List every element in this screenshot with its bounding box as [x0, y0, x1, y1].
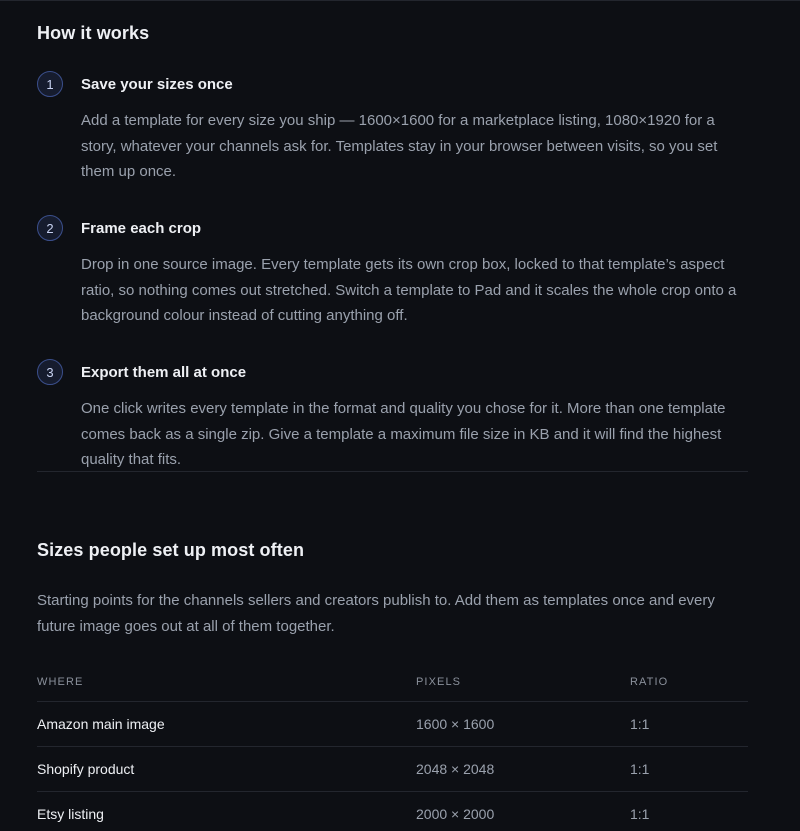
cell-where: Shopify product [37, 747, 416, 792]
cell-ratio: 1:1 [630, 747, 748, 792]
step-description: Drop in one source image. Every template gets its own crop box, locked to that template’s aspect ratio, so nothing comes out stretched. Switch a template to Pad and it scales the whole crop onto a background colour instead of cutting anything off. [81, 256, 737, 324]
table-row [37, 792, 748, 831]
cell-pixels: 2048 × 2048 [416, 747, 630, 792]
step-description: Add a template for every size you ship — 1600×1600 for a marketplace listing, 1080×1920 for a story, whatever your channels ask for. Templates stay in your browser between visits, so you set them up once. [81, 112, 718, 180]
sizes-table [37, 663, 748, 831]
sizes-intro-text: Starting points for the channels sellers and creators publish to. Add them as templates once and every future image goes out at all of them together. [37, 592, 715, 635]
how-it-works-title: How it works [37, 23, 150, 43]
table-row [37, 702, 748, 747]
table-row [37, 747, 748, 792]
step-3 [37, 359, 748, 503]
step-title: Frame each crop [81, 220, 202, 237]
section-divider [37, 471, 748, 472]
cell-where: Etsy listing [37, 792, 416, 831]
steps-list [37, 71, 748, 503]
step-number-badge: 1 [37, 71, 63, 97]
cell-where: Amazon main image [37, 702, 416, 747]
column-header-pixels: PIXELS [416, 663, 630, 702]
column-header-where: WHERE [37, 663, 416, 702]
cell-ratio: 1:1 [630, 702, 748, 747]
step-2 [37, 215, 748, 359]
table-header-row [37, 663, 748, 702]
cell-pixels: 1600 × 1600 [416, 702, 630, 747]
step-title: Save your sizes once [81, 76, 233, 93]
cell-pixels: 2000 × 2000 [416, 792, 630, 831]
cell-ratio: 1:1 [630, 792, 748, 831]
column-header-ratio: RATIO [630, 663, 748, 702]
step-1 [37, 71, 748, 215]
sizes-section-title: Sizes people set up most often [37, 540, 305, 560]
step-description: One click writes every template in the format and quality you chose for it. More than one template comes back as a single zip. Give a template a maximum file size in KB and it will find the highest quality that fits. [81, 400, 726, 468]
step-number-badge: 3 [37, 359, 63, 385]
step-title: Export them all at once [81, 364, 247, 381]
step-number-badge: 2 [37, 215, 63, 241]
